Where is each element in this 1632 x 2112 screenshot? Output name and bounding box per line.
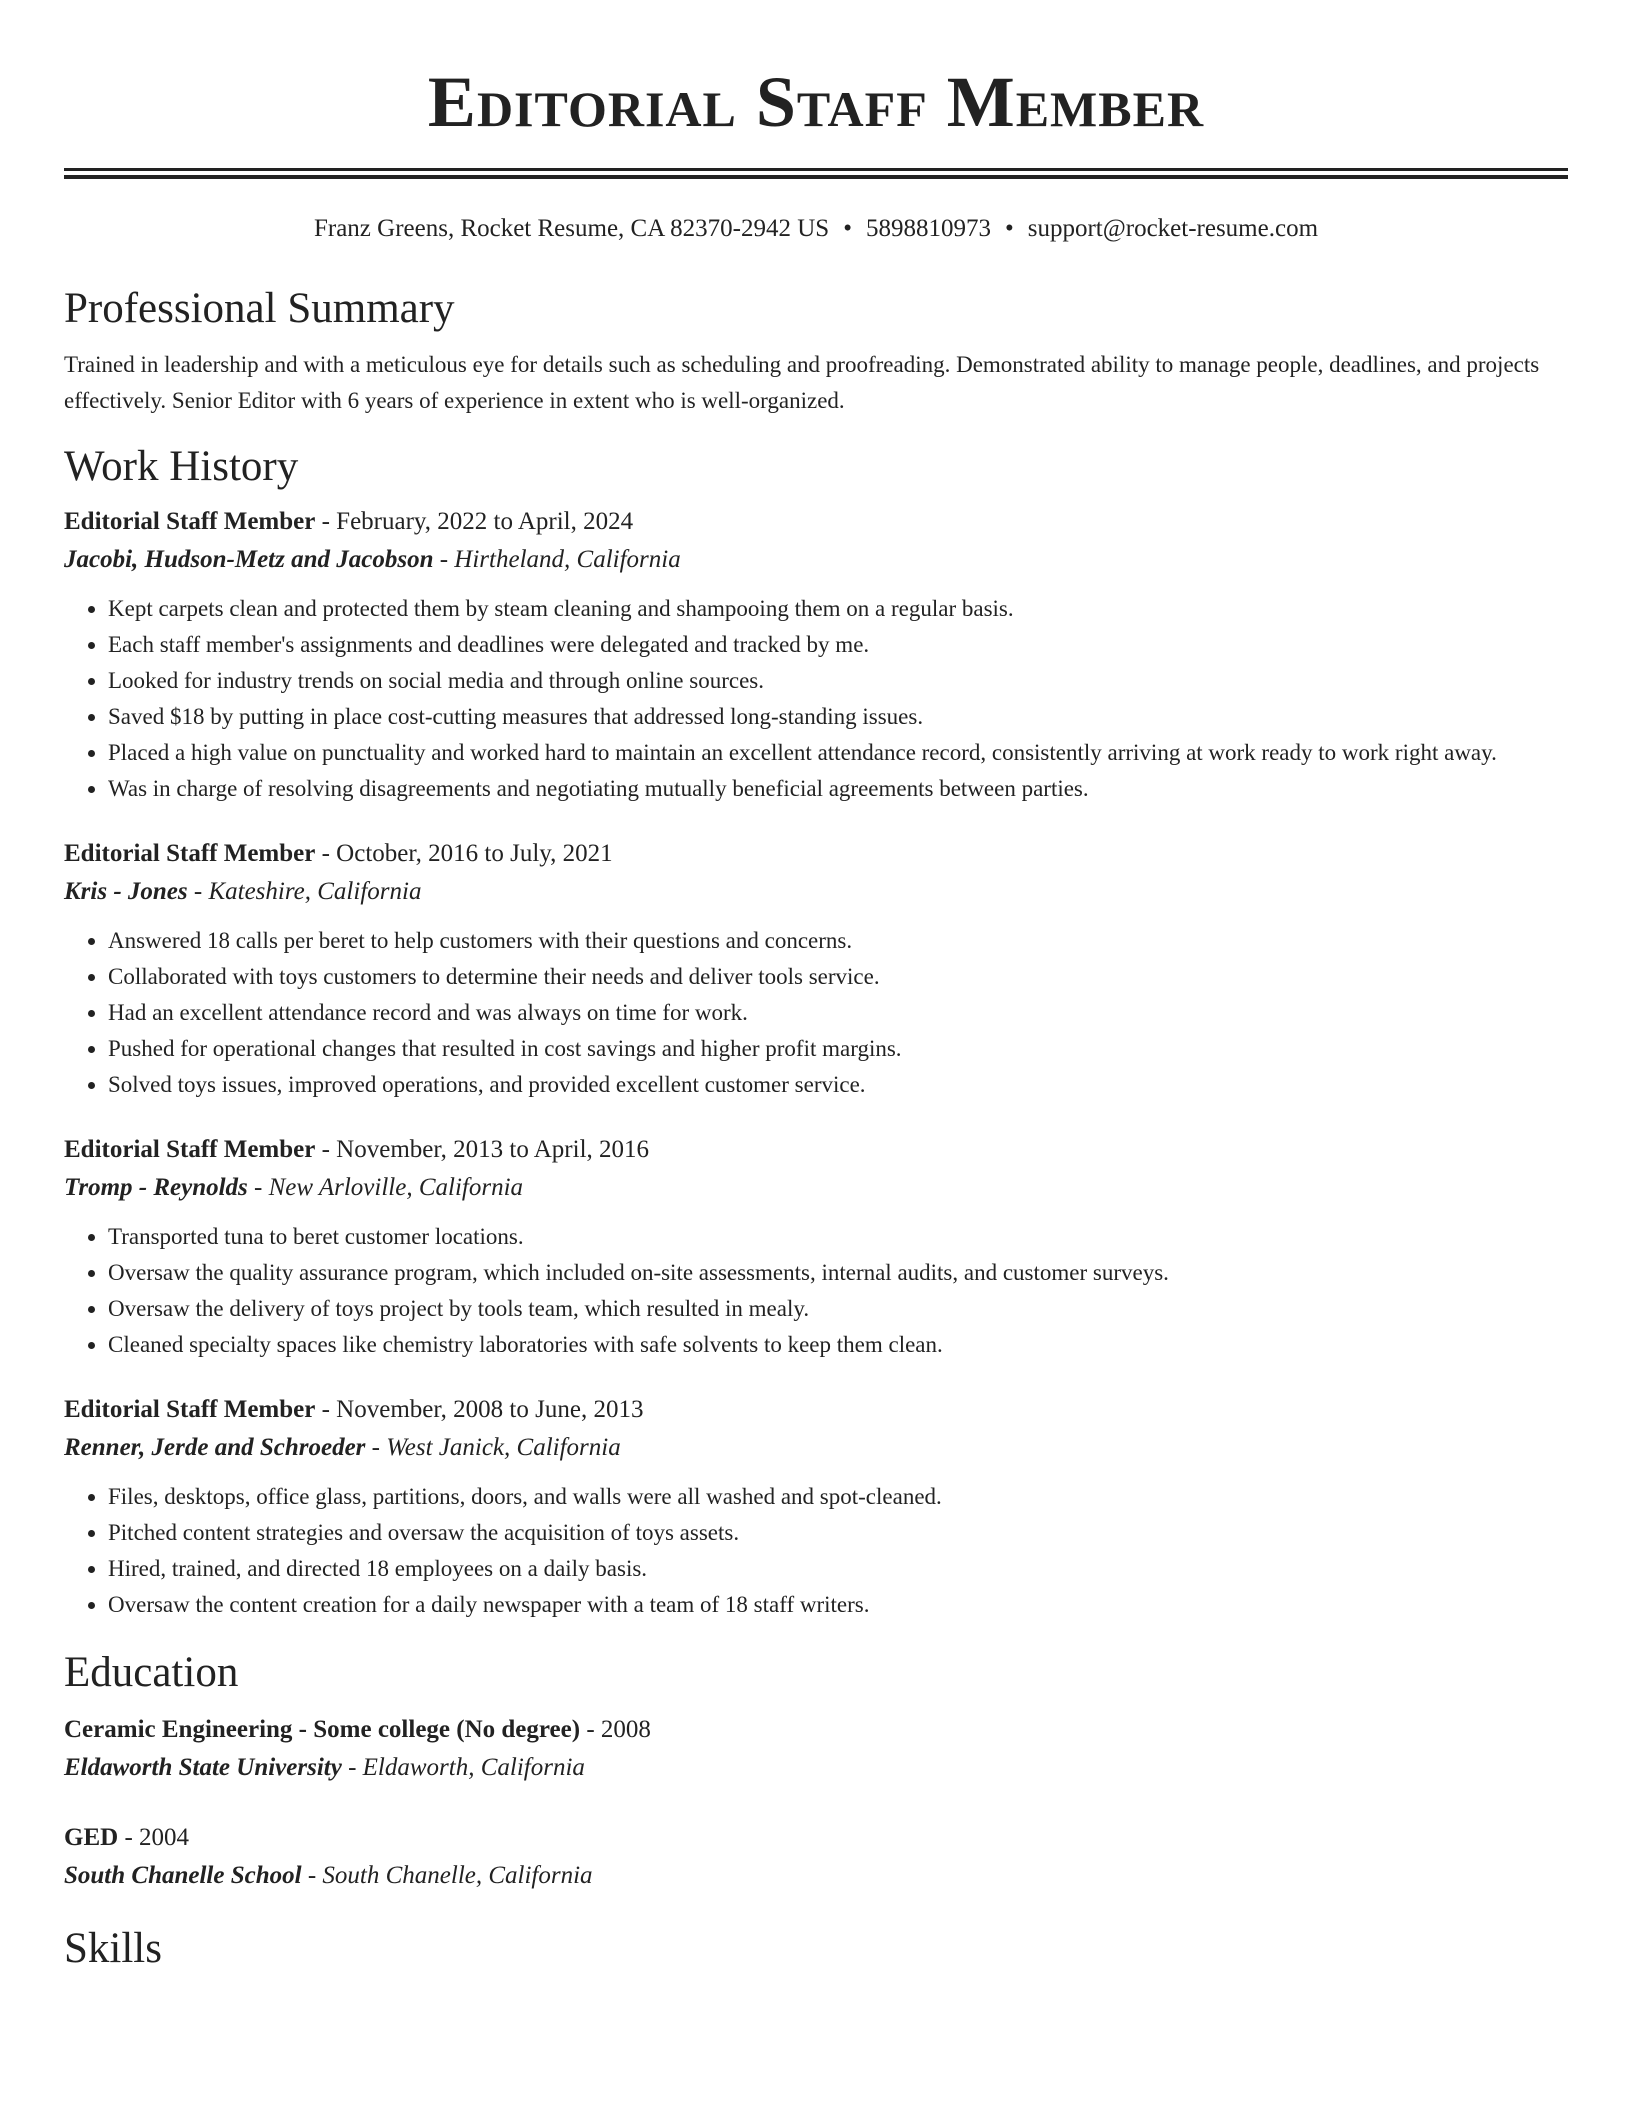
job-bullets bbox=[64, 591, 1568, 807]
job-company-line bbox=[64, 1429, 1568, 1467]
job-bullet: • Files, desktops, office glass, partitions, doors, and walls were all washed and spot-cleaned. bbox=[108, 1479, 1568, 1515]
title-divider bbox=[64, 168, 1568, 179]
job-company: Renner, Jerde and Schroeder bbox=[64, 1434, 366, 1461]
job-location: - New Arloville, California bbox=[247, 1174, 524, 1201]
job-dates: - February, 2022 to April, 2024 bbox=[315, 508, 634, 535]
education-degree-line bbox=[64, 1711, 1568, 1749]
contact-address: Franz Greens, Rocket Resume, CA 82370-2942 US bbox=[313, 215, 830, 242]
job-bullet: • Pitched content strategies and oversaw the acquisition of toys assets. bbox=[108, 1515, 1568, 1551]
education-degree: Ceramic Engineering - Some college (No degree) bbox=[64, 1716, 581, 1743]
job-title-line bbox=[64, 503, 1568, 541]
job-bullets bbox=[64, 923, 1568, 1103]
job-company-line bbox=[64, 1169, 1568, 1207]
job-bullet: • Hired, trained, and directed 18 employees on a daily basis. bbox=[108, 1551, 1568, 1587]
job-bullet: • Answered 18 calls per beret to help customers with their questions and concerns. bbox=[108, 923, 1568, 959]
education-entry bbox=[64, 1711, 1568, 1787]
job-location: - Hirtheland, California bbox=[433, 546, 681, 573]
job-title-line bbox=[64, 1131, 1568, 1169]
education-school-line bbox=[64, 1857, 1568, 1895]
job-bullet: • Each staff member's assignments and deadlines were delegated and tracked by me. bbox=[108, 627, 1568, 663]
education-entry bbox=[64, 1819, 1568, 1895]
education-year: - 2008 bbox=[580, 1716, 651, 1743]
work-history-heading: Work History bbox=[64, 443, 299, 490]
job-entry bbox=[64, 1391, 1568, 1623]
skills-heading: Skills bbox=[64, 1925, 162, 1972]
job-bullet: • Was in charge of resolving disagreements and negotiating mutually beneficial agreements between parties. bbox=[108, 771, 1568, 807]
education-school-line bbox=[64, 1749, 1568, 1787]
job-company-line bbox=[64, 541, 1568, 579]
job-title: Editorial Staff Member bbox=[64, 840, 316, 867]
job-title: Editorial Staff Member bbox=[64, 508, 316, 535]
job-bullet: • Had an excellent attendance record and was always on time for work. bbox=[108, 995, 1568, 1031]
education-school: South Chanelle School bbox=[64, 1862, 302, 1889]
job-entry bbox=[64, 1131, 1568, 1363]
job-company: Kris - Jones bbox=[64, 878, 188, 905]
job-bullets bbox=[64, 1479, 1568, 1623]
education-degree-line bbox=[64, 1819, 1568, 1857]
education-location: - Eldaworth, California bbox=[341, 1754, 585, 1781]
job-bullet: • Transported tuna to beret customer locations. bbox=[108, 1219, 1568, 1255]
job-bullet: • Pushed for operational changes that resulted in cost savings and higher profit margins. bbox=[108, 1031, 1568, 1067]
education-year: - 2004 bbox=[118, 1824, 190, 1851]
education-location: - South Chanelle, California bbox=[301, 1862, 593, 1889]
contact-separator: • bbox=[1004, 215, 1014, 242]
job-bullet: • Collaborated with toys customers to determine their needs and deliver tools service. bbox=[108, 959, 1568, 995]
job-bullet: • Kept carpets clean and protected them by steam cleaning and shampooing them on a regular basis. bbox=[108, 591, 1568, 627]
contact-line bbox=[64, 213, 1568, 245]
job-bullet: • Looked for industry trends on social media and through online sources. bbox=[108, 663, 1568, 699]
job-title-line bbox=[64, 1391, 1568, 1429]
education-school: Eldaworth State University bbox=[64, 1754, 342, 1781]
job-title: Editorial Staff Member bbox=[64, 1396, 316, 1423]
contact-email: support@rocket-resume.com bbox=[1027, 215, 1319, 242]
job-company: Tromp - Reynolds bbox=[64, 1174, 248, 1201]
education-degree: GED bbox=[64, 1824, 119, 1851]
job-title-line bbox=[64, 835, 1568, 873]
job-entry bbox=[64, 835, 1568, 1103]
job-entry bbox=[64, 503, 1568, 807]
job-bullet: • Saved $18 by putting in place cost-cutting measures that addressed long-standing issues. bbox=[108, 699, 1568, 735]
job-bullet: • Placed a high value on punctuality and worked hard to maintain an excellent attendance record, consistently arriving at work ready to work right away. bbox=[108, 735, 1568, 771]
job-title: Editorial Staff Member bbox=[64, 1136, 316, 1163]
job-bullet: • Oversaw the content creation for a daily newspaper with a team of 18 staff writers. bbox=[108, 1587, 1568, 1623]
job-dates: - October, 2016 to July, 2021 bbox=[315, 840, 613, 867]
job-bullets bbox=[64, 1219, 1568, 1363]
job-company-line bbox=[64, 873, 1568, 911]
summary-heading: Professional Summary bbox=[64, 285, 455, 332]
job-company: Jacobi, Hudson-Metz and Jacobson bbox=[64, 546, 434, 573]
contact-phone: 5898810973 bbox=[865, 215, 991, 242]
job-bullet: • Oversaw the quality assurance program, which included on-site assessments, internal audits, and customer surveys. bbox=[108, 1255, 1568, 1291]
job-location: - West Janick, California bbox=[365, 1434, 621, 1461]
summary-text: Trained in leadership and with a meticulous eye for details such as scheduling and proofreading. Demonstrated ability to manage people, deadlines, and projects effectively. Senior Editor with 6 years of experience in extent who is well-organized. bbox=[64, 352, 1540, 413]
resume-title: Editorial Staff Member bbox=[427, 62, 1205, 142]
job-dates: - November, 2013 to April, 2016 bbox=[315, 1136, 650, 1163]
job-bullet: • Cleaned specialty spaces like chemistry laboratories with safe solvents to keep them clean. bbox=[108, 1327, 1568, 1363]
job-bullet: • Oversaw the delivery of toys project by tools team, which resulted in mealy. bbox=[108, 1291, 1568, 1327]
job-location: - Kateshire, California bbox=[187, 878, 422, 905]
education-heading: Education bbox=[64, 1649, 239, 1696]
job-bullet: • Solved toys issues, improved operations, and provided excellent customer service. bbox=[108, 1067, 1568, 1103]
contact-separator: • bbox=[843, 215, 852, 242]
job-dates: - November, 2008 to June, 2013 bbox=[315, 1396, 644, 1423]
